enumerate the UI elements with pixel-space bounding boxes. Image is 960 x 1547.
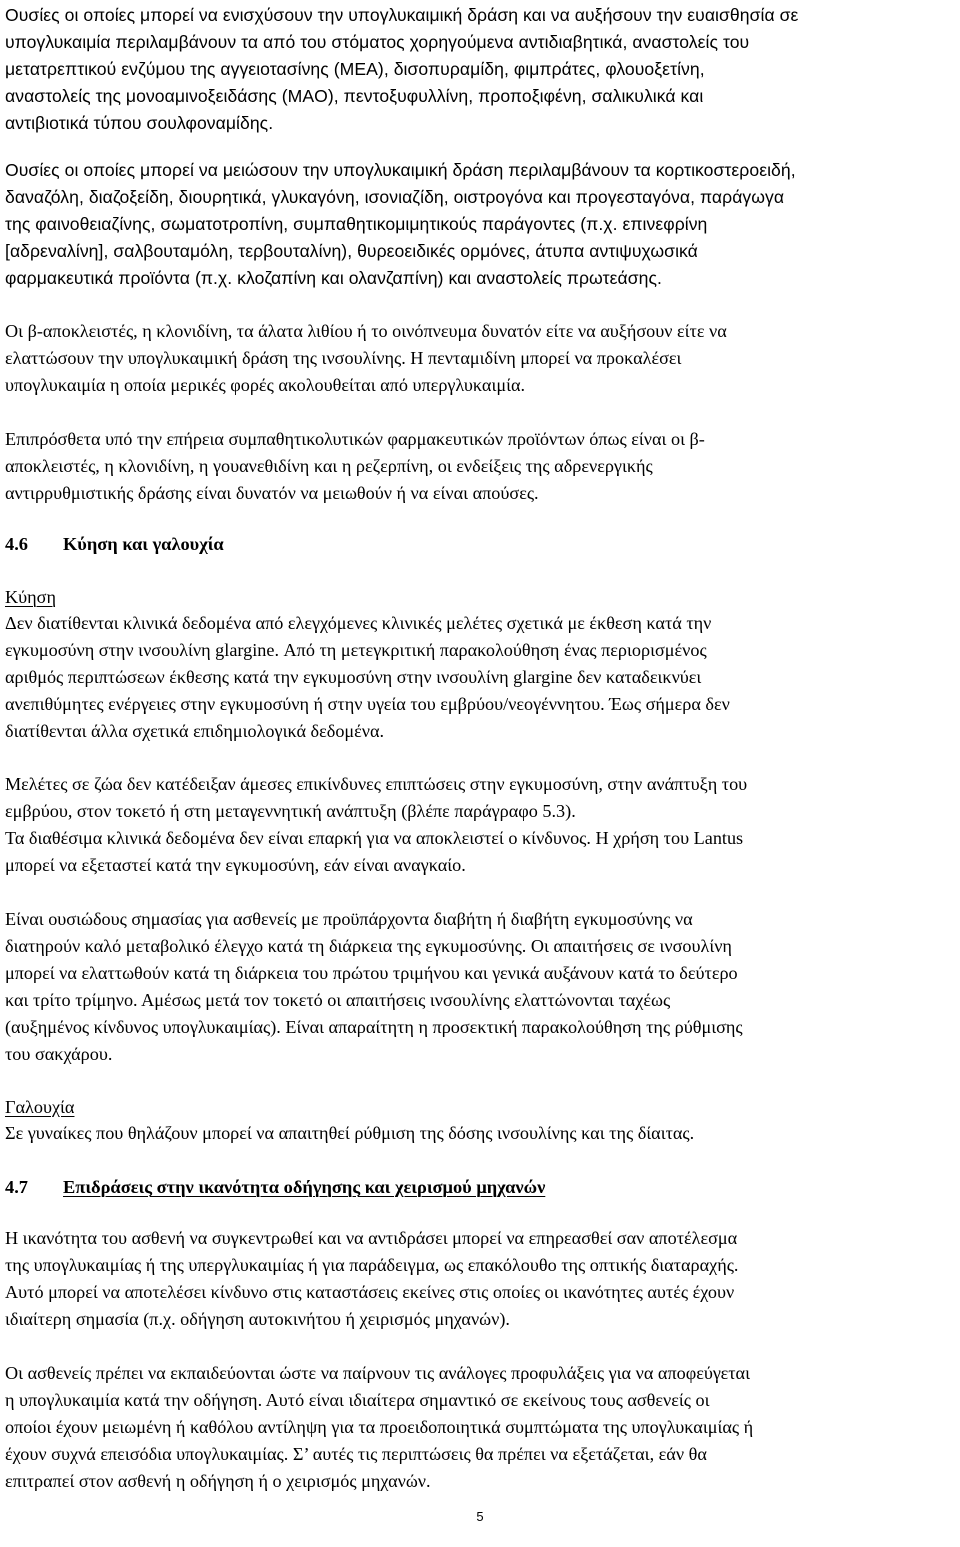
paragraph-hypoglycemia-enhancers	[5, 2, 798, 137]
text-line: και τρίτο τρίμηνο. Αμέσως μετά τον τοκετό οι απαιτήσεις ινσουλίνης ελαττώνονται ταχέως	[5, 990, 671, 1010]
text-line: Μελέτες σε ζώα δεν κατέδειξαν άμεσες επικίνδυνες επιπτώσεις στην εγκυμοσύνη, στην ανάπτυξη του	[5, 774, 748, 794]
text-line: Δεν διατίθενται κλινικά δεδομένα από ελεγχόμενες κλινικές μελέτες σχετικά με έκθεση κατά την	[5, 613, 712, 633]
text-line: αριθμός περιπτώσεων έκθεσης κατά την εγκυμοσύνη στην ινσουλίνη glargine δεν καταδεικνύει	[5, 667, 702, 687]
text-line: μετατρεπτικού ενζύμου της αγγειοτασίνης (MEA), δισοπυραμίδη, φιμπράτες, φλουοξετίνη,	[5, 59, 705, 79]
text-line: Επιπρόσθετα υπό την επήρεια συμπαθητικολυτικών φαρμακευτικών προϊόντων όπως είναι οι β-	[5, 429, 705, 449]
text-line: μπορεί να ελαττωθούν κατά τη διάρκεια του πρώτου τριμήνου και γενικά αυξάνουν κατά το δεύτερο	[5, 963, 738, 983]
text-line: διατίθενται άλλα σχετικά επιδημιολογικά δεδομένα.	[5, 721, 385, 741]
section-heading-4-6	[5, 531, 224, 558]
text-line: εμβρύου, στον τοκετό ή στη μεταγεννητική ανάπτυξη (βλέπε παράγραφο 5.3).	[5, 801, 576, 821]
subheading-lactation	[5, 1094, 74, 1121]
text-line: αντιρρυθμιστικής δράσης είναι δυνατόν να μειωθούν ή να είναι απούσες.	[5, 483, 539, 503]
text-line: υπογλυκαιμία η οποία μερικές φορές ακολουθείται από υπεργλυκαιμία.	[5, 375, 526, 395]
paragraph-clinical-data	[5, 610, 730, 745]
paragraph-driving-precautions	[5, 1360, 753, 1495]
section-number: 4.7	[5, 1177, 28, 1197]
subheading-label: Γαλουχία	[5, 1097, 75, 1117]
section-title: Κύηση και γαλουχία	[63, 534, 224, 554]
paragraph-metabolic-control	[5, 906, 743, 1068]
text-line: οποίοι έχουν μειωμένη ή καθόλου αντίληψη για τα προειδοποιητικά συμπτώματα της υπογλυκαιμίας ή	[5, 1417, 754, 1437]
text-line: Αυτό μπορεί να αποτελέσει κίνδυνο στις καταστάσεις εκείνες στις οποίες οι ικανότητες αυτές έχουν	[5, 1282, 735, 1302]
text-line: (αυξημένος κίνδυνος υπογλυκαιμίας). Είναι απαραίτητη η προσεκτική παρακολούθηση της ρύθμισης	[5, 1017, 743, 1037]
text-line: αναστολείς της μονοαμινοξειδάσης (MAO), πεντοξυφυλλίνη, προποξιφένη, σαλικυλικά και	[5, 86, 704, 106]
text-line: Σε γυναίκες που θηλάζουν μπορεί να απαιτηθεί ρύθμιση της δόσης ινσουλίνης και της δίαιτας.	[5, 1123, 695, 1143]
paragraph-animal-studies	[5, 771, 747, 879]
paragraph-beta-blockers	[5, 318, 727, 399]
text-line: Η ικανότητα του ασθενή να συγκεντρωθεί και να αντιδράσει μπορεί να επηρεασθεί σαν αποτέλεσμα	[5, 1228, 738, 1248]
text-line: του σακχάρου.	[5, 1044, 113, 1064]
text-line: [αδρεναλίνη], σαλβουταμόλη, τερβουταλίνη), θυρεοειδικές ορμόνες, άτυπα αντιψυχωσικά	[5, 241, 698, 261]
paragraph-breastfeeding	[5, 1120, 694, 1147]
text-line: μπορεί να εξεταστεί κατά την εγκυμοσύνη, εάν είναι αναγκαίο.	[5, 855, 466, 875]
text-line: επιτραπεί στον ασθενή η οδήγηση ή ο χειρισμός μηχανών.	[5, 1471, 431, 1491]
text-line: διατηρούν καλό μεταβολικό έλεγχο κατά τη διάρκεια της εγκυμοσύνης. Οι απαιτήσεις σε ινσουλίνη	[5, 936, 732, 956]
text-line: φαρμακευτικά προϊόντα (π.χ. κλοζαπίνη και ολανζαπίνη) και αναστολείς πρωτεάσης.	[5, 268, 662, 288]
text-line: αντιβιοτικά τύπου σουλφοναμίδης.	[5, 113, 274, 133]
text-line: αποκλειστές, η κλονιδίνη, η γουανεθιδίνη και η ρεζερπίνη, οι ενδείξεις της αδρενεργικής	[5, 456, 653, 476]
text-line: Είναι ουσιώδους σημασίας για ασθενείς με προϋπάρχοντα διαβήτη ή διαβήτη εγκυμοσύνης να	[5, 909, 693, 929]
text-line: έχουν συχνά επεισόδια υπογλυκαιμίας. Σ’ αυτές τις περιπτώσεις θα πρέπει να εξετάζεται, εάν θα	[5, 1444, 707, 1464]
paragraph-sympatholytics	[5, 426, 705, 507]
text-line: της φαινοθειαζίνης, σωματοτροπίνη, συμπαθητικομιμητικούς παράγοντες (π.χ. επινεφρίνη	[5, 214, 708, 234]
subheading-label: Κύηση	[5, 587, 56, 607]
text-line: ανεπιθύμητες ενέργειες στην εγκυμοσύνη ή στην υγεία του εμβρύου/νεογέννητου. Έως σήμερα δεν	[5, 694, 730, 714]
text-line: Οι β-αποκλειστές, η κλονιδίνη, τα άλατα λιθίου ή το οινόπνευμα δυνατόν είτε να αυξήσουν είτε να	[5, 321, 727, 341]
text-line: υπογλυκαιμία περιλαμβάνουν τα από του στόματος χορηγούμενα αντιδιαβητικά, αναστολείς του	[5, 32, 750, 52]
section-title: Επιδράσεις στην ικανότητα οδήγησης και χειρισμού μηχανών	[63, 1177, 546, 1197]
text-line: δαναζόλη, διαζοξείδη, διουρητικά, γλυκαγόνη, ισονιαζίδη, οιστρογόνα και προγεσταγόνα, παράγωγα	[5, 187, 785, 207]
text-line: Ουσίες οι οποίες μπορεί να ενισχύσουν την υπογλυκαιμική δράση και να αυξήσουν την ευαισθησία σε	[5, 5, 799, 25]
page-number: 5	[476, 1509, 484, 1524]
section-heading-4-7	[5, 1174, 545, 1201]
paragraph-driving-ability	[5, 1225, 738, 1333]
text-line: Τα διαθέσιμα κλινικά δεδομένα δεν είναι επαρκή για να αποκλειστεί ο κίνδυνος. Η χρήση του Lantus	[5, 828, 744, 848]
text-line: της υπογλυκαιμίας ή της υπεργλυκαιμίας ή για παράδειγμα, ως επακόλουθο της οπτικής διαταραχής.	[5, 1255, 739, 1275]
section-number: 4.6	[5, 534, 28, 554]
subheading-pregnancy	[5, 584, 56, 611]
paragraph-hypoglycemia-reducers	[5, 157, 796, 292]
text-line: εγκυμοσύνη στην ινσουλίνη glargine. Από τη μετεγκριτική παρακολούθηση ένας περιορισμένος	[5, 640, 707, 660]
text-line: η υπογλυκαιμία κατά την οδήγηση. Αυτό είναι ιδιαίτερα σημαντικό σε εκείνους τους ασθενείς οι	[5, 1390, 710, 1410]
text-line: ελαττώσουν την υπογλυκαιμική δράση της ινσουλίνης. Η πενταμιδίνη μπορεί να προκαλέσει	[5, 348, 682, 368]
text-line: Ουσίες οι οποίες μπορεί να μειώσουν την υπογλυκαιμική δράση περιλαμβάνουν τα κορτικοστεροειδή,	[5, 160, 796, 180]
text-line: Οι ασθενείς πρέπει να εκπαιδεύονται ώστε να παίρνουν τις ανάλογες προφυλάξεις για να αποφεύγεται	[5, 1363, 750, 1383]
text-line: ιδιαίτερη σημασία (π.χ. οδήγηση αυτοκινήτου ή χειρισμός μηχανών).	[5, 1309, 510, 1329]
